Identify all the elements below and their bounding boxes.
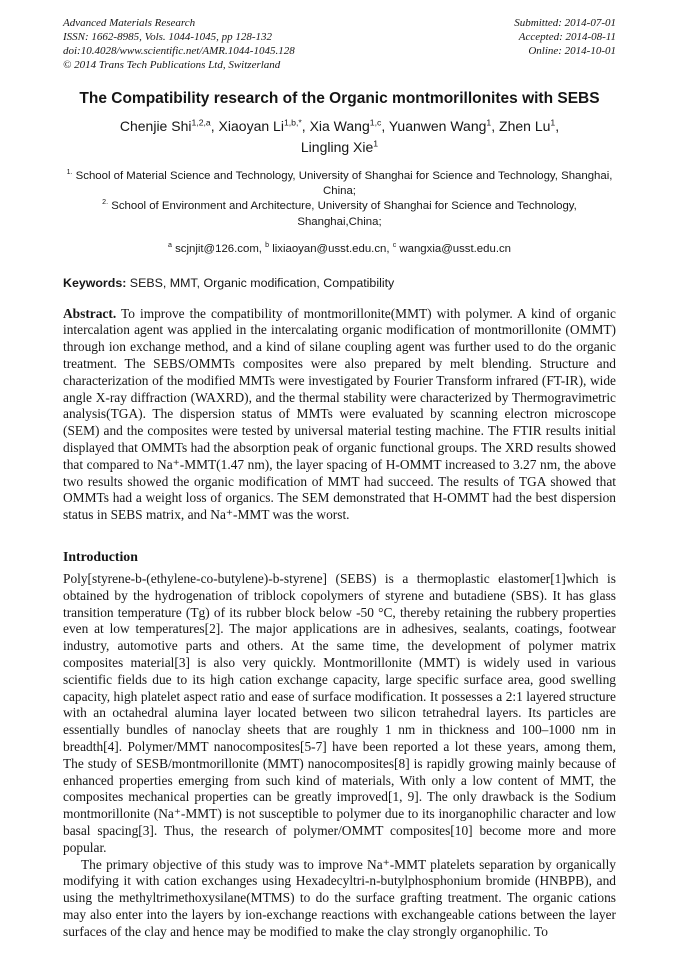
paper-title: The Compatibility research of the Organic montmorillonites with SEBS [79,90,600,108]
journal-header [63,16,616,72]
abstract-text: To improve the compatibility of montmorillonite(MMT) with polymer. A kind of organic intercalation agent was applied in the intercalating organic modification of montmorillonite (OMMT) through ion exchange method, and a kind of silane coupling agent was further used to do the organic treatment. The SEBS/OMMTs composites were also prepared by melt blending. Structure and characterization of the modified MMTs were investigated by Fourier Transform infrared (FT-IR), wide angle X-ray diffraction (WAXRD), and the thermal stability were characterized by Thermogravimetric analysis(TGA). The dispersion status of MMTs were evaluated by scanning electron microscope (SEM) and the composites were tested by universal material testing machine. The FTIR results initial displayed that OMMTs had the absorption peak of organic functional groups. The XRD results showed that compared to Na⁺-MMT(1.47 nm), the layer spacing of H-OMMT increased to 3.27 nm, the above two results showed the organic modification of MMT had succeed. The results of TGA showed that OMMTs had a weight loss of organics. The SEM demonstrated that H-OMMT had the best dispersion status in SEBS matrix, and Na⁺-MMT was the worst. [63,305,616,523]
author-affil-marks: 1 [486,117,492,128]
author: Zhen Lu$^1$, [499,117,560,134]
affiliation-mark: 2. [102,199,109,207]
author: Yuanwen Wang$^1$, [388,117,500,134]
keywords-text: SEBS, MMT, Organic modification, Compatibility [126,275,395,290]
author: Lingling Xie$^1$ [300,138,379,156]
accepted-date: Accepted: 2014-08-11 [518,31,616,44]
author-list [63,116,616,159]
introduction-paragraph-1: Poly[styrene-b-(ethylene-co-butylene)-b-styrene] (SEBS) is a thermoplastic elastomer[1]which is obtained by the hydrogenation of triblock copolymers of styrene and butadiene (SBS). It has glass transition temperature (Tg) of its rubber block below -50 °C, thereby retaining the rubbery properties even at low temperatures[2]. The major applications are in adhesives, sealants, coatings, footwear industry, automotive parts and others. At the same time, the development of polymer matrix composites material[3] is also very quickly. Montmorillonite (MMT) is widely used in various scientific fields due to its high cation exchange capacity, large specific surface area, good swelling capacity, high platelet aspect ratio and ease of surface modification. It possesses a 2:1 layered structure with an octahedral alumina layer located between two silicon tetrahedral layers. Its particles are essentially bundles of nanoclay sheets that are roughly 1 nm in thickness and 100–1000 nm in breadth[4]. Polymer/MMT nanocomposites[5-7] have been reported a lot these years, among them, The study of SESB/montmorillonite (MMT) nanocomposites[8] is rapidly growing mainly because of enhanced properties emerging from such kind of materials, With only a low content of MMT, the composites mechanical properties can be greatly improved[1, 9]. The only drawback is the Sodium montmorillonite (Na⁺-MMT) is not susceptible to polymer due to its inorganophilic character and low basal spacing[3]. Thus, the research of polymer/OMMT composites[10] become more and more popular. [63,571,616,855]
online-date: Online: 2014-10-01 [528,45,616,58]
abstract-paragraph [63,306,616,524]
keywords-line [63,276,616,290]
introduction-paragraph-2: The primary objective of this study was to improve Na⁺-MMT platelets separation by organically modifying it with cation exchanges using Hexadecyltri-n-butylphosphonium bromide (HNBPB), and using the methyltrimethoxysilane(MTMS) to do the surface grafting treatment. The organic cations may also enter into the layers by ion-exchange reactions with exchangeable cations between the layer surfaces of the clay and hence may be modified to make the clay strongly organophilic. To [63,856,616,939]
author-affil-marks: 1 [550,117,556,128]
journal-issn-volume: ISSN: 1662-8985, Vols. 1044-1045, pp 128-132 [63,31,272,44]
affiliation-1: $^{1.}$ School of Material Science and Technology, University of Shanghai for Science and Technology, Shanghai, China; [66,169,613,198]
journal-name: Advanced Materials Research [63,17,196,29]
email-a: $^a$ scjnjit@126.com, [167,241,266,255]
author-affil-marks: 1,c [369,117,382,128]
journal-info-block [63,16,295,72]
abstract-label: Abstract. [63,305,117,321]
author-affil-marks: 1 [373,138,379,149]
author: Chenjie Shi$^{1,2,a}$, [119,117,219,134]
email-mark: a [167,241,172,249]
email-c: $^c$ wangxia@usst.edu.cn [392,241,512,255]
keywords-label: Keywords: [63,275,127,290]
author: Xiaoyan $Li^{1,b,*}$, [218,117,310,134]
affiliation-2: $^{2.}$ School of Environment and Architecture, University of Shanghai for Science and Technology, Shanghai,China; [102,199,577,228]
author: Xia Wang$^{1,c}$, [309,117,389,134]
email-list [63,243,616,255]
author-affil-marks: 1,b,* [283,117,302,128]
introduction-heading: Introduction [63,549,138,565]
affiliation-mark: 1. [66,169,73,177]
author-affil-marks: 1,2,a [191,117,211,128]
submission-dates-block [514,16,616,58]
email-mark: c [392,241,397,249]
journal-doi: doi:10.4028/www.scientific.net/AMR.1044-1045.128 [63,45,295,58]
submitted-date: Submitted: 2014-07-01 [514,17,616,29]
affiliation-list [63,169,616,230]
email-mark: b [265,241,270,249]
email-b: $^b$ lixiaoyan@usst.edu.cn, [265,241,393,255]
journal-copyright: © 2014 Trans Tech Publications Ltd, Switzerland [63,59,281,72]
